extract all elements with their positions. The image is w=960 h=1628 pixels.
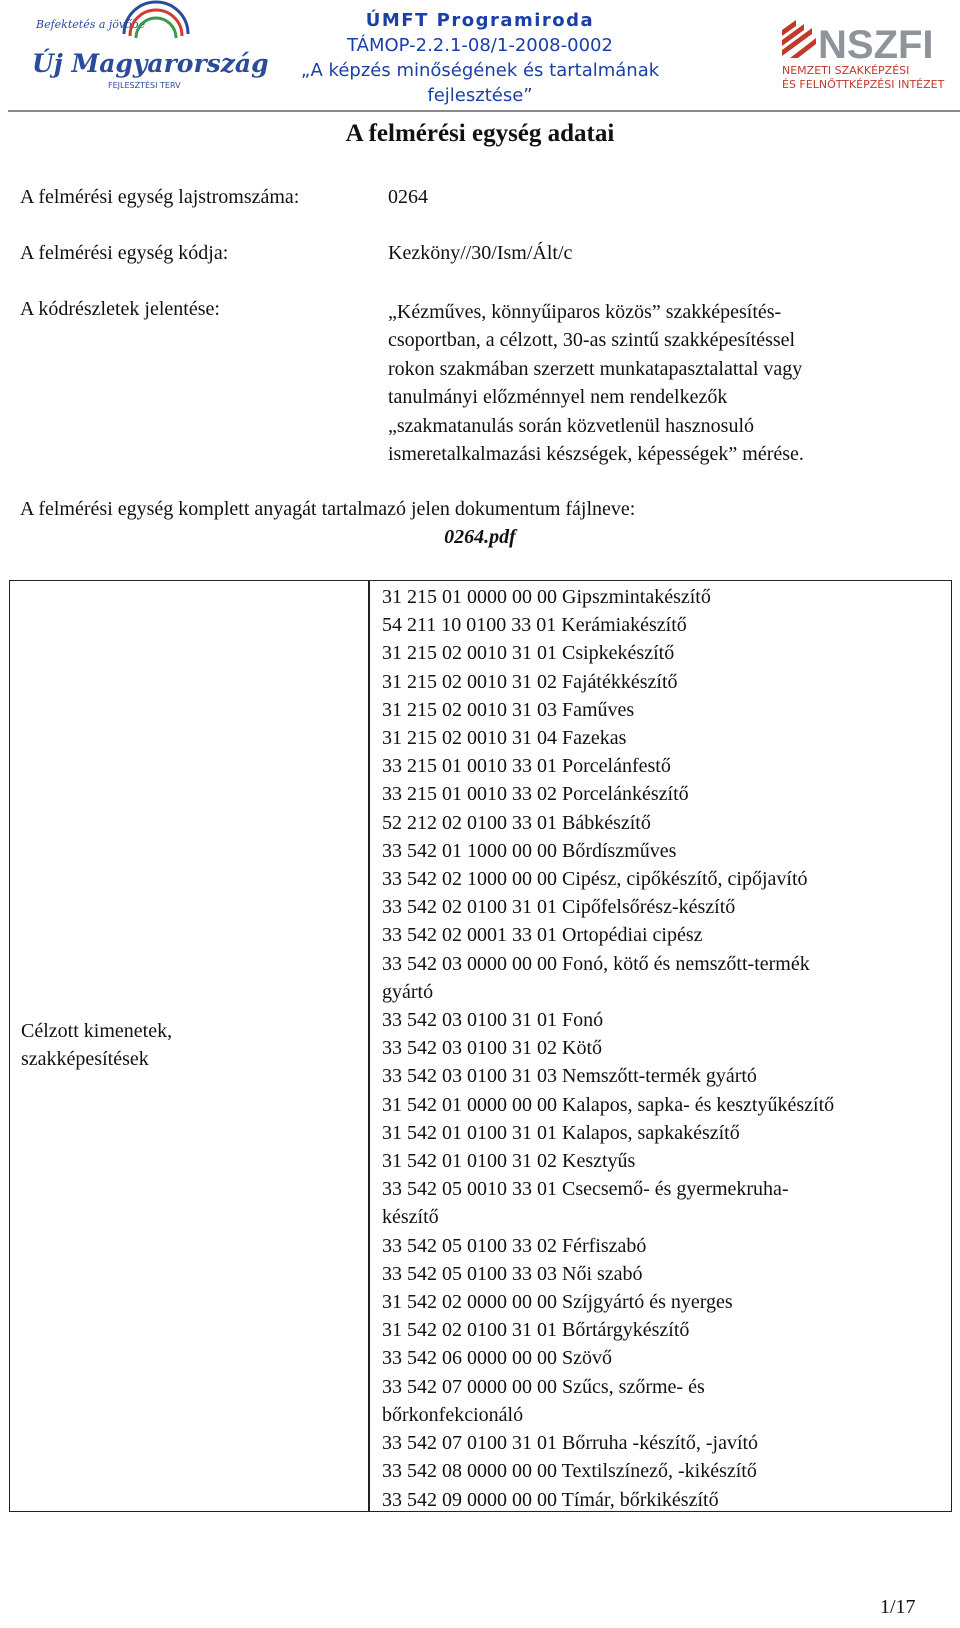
- target-outcomes-label: [21, 1017, 351, 1074]
- document-filename: 0264.pdf: [444, 526, 516, 548]
- project-title-line-2: fejlesztése”: [427, 85, 533, 106]
- logo-tagline: Befektetés a jövőbe: [36, 18, 146, 31]
- qualification-line: 31 215 01 0000 00 00 Gipszmintakészítő: [382, 586, 711, 608]
- qualification-line: 33 542 09 0000 00 00 Tímár, bőrkikészítő: [382, 1488, 719, 1511]
- page-header: [0, 0, 960, 112]
- qualification-line: bőrkonfekcionáló: [382, 1403, 524, 1426]
- qualification-line: 33 542 07 0100 31 01 Bőrruha -készítő, -javító: [382, 1432, 759, 1455]
- code-meaning-line: csoportban, a célzott, 30-as szintű szakképesítéssel: [388, 329, 796, 352]
- filename-sentence: A felmérési egység komplett anyagát tartalmazó jelen dokumentum fájlneve:: [20, 498, 636, 520]
- qualification-line: 31 542 01 0100 31 02 Kesztyűs: [382, 1150, 636, 1173]
- qualification-line: 33 542 02 1000 00 00 Cipész, cipőkészítő, cipőjavító: [382, 868, 808, 891]
- qualification-line: 31 542 01 0100 31 01 Kalapos, sapkakészítő: [382, 1121, 740, 1144]
- qualification-line: 33 542 06 0000 00 00 Szövő: [382, 1347, 612, 1370]
- qualification-line: gyártó: [382, 980, 434, 1003]
- logo-subtitle: FEJLESZTÉSI TERV: [108, 81, 181, 90]
- nszfi-line-1: NEMZETI SZAKKÉPZÉSI: [782, 64, 910, 77]
- qualification-line: 33 542 03 0100 31 02 Kötő: [382, 1037, 602, 1060]
- qualification-line: 33 542 02 0100 31 01 Cipőfelsőrész-készítő: [382, 896, 736, 919]
- qualification-line: 31 542 02 0000 00 00 Szíjgyártó és nyerges: [382, 1291, 733, 1314]
- code-meaning-line: ismeretalkalmazási készségek, képességek” mérése.: [388, 443, 804, 466]
- qualification-line: 33 542 07 0000 00 00 Szűcs, szőrme- és: [382, 1375, 705, 1398]
- program-office-block: [260, 8, 700, 108]
- code-meaning-text: [388, 298, 918, 468]
- nszfi-line-2: ÉS FELNŐTTKÉPZÉSI INTÉZET: [782, 78, 945, 91]
- code-meaning-line: „Kézműves, könnyűiparos közös” szakképesítés-: [388, 301, 782, 323]
- code-meaning-line: rokon szakmában szerzett munkatapasztalattal vagy: [388, 357, 803, 380]
- unit-code-label: A felmérési egység kódja:: [20, 242, 229, 264]
- uj-magyarorszag-logo: [28, 14, 269, 98]
- code-meaning-line: „szakmatanulás során közvetlenül hasznosuló: [388, 414, 754, 437]
- qualification-line: 31 215 02 0010 31 02 Fajátékkészítő: [382, 670, 678, 693]
- qualification-line: 33 542 05 0100 33 03 Női szabó: [382, 1262, 643, 1285]
- project-title-line-1: „A képzés minőségének és tartalmának: [300, 60, 660, 81]
- qualification-line: 33 215 01 0010 33 02 Porcelánkészítő: [382, 783, 689, 806]
- page-title: A felmérési egység adatai: [345, 120, 615, 147]
- header-divider: [8, 110, 960, 112]
- project-code: TÁMOP-2.2.1-08/1-2008-0002: [347, 35, 613, 56]
- table-column-divider: [368, 581, 370, 1511]
- logo-name: Új Magyarország: [32, 49, 269, 78]
- qualification-line: 33 542 05 0010 33 01 Csecsemő- és gyermekruha-: [382, 1178, 789, 1201]
- code-meaning-line: tanulmányi előzménnyel nem rendelkezők: [388, 386, 728, 409]
- qualification-line: 33 542 03 0100 31 03 Nemszőtt-termék gyártó: [382, 1065, 757, 1088]
- code-meaning-label: A kódrészletek jelentése:: [20, 298, 220, 320]
- target-outcomes-label-line: Célzott kimenetek,: [21, 1020, 173, 1042]
- qualification-line: 31 542 02 0100 31 01 Bőrtárgykészítő: [382, 1319, 690, 1342]
- qualification-line: 33 215 01 0010 33 01 Porcelánfestő: [382, 755, 671, 778]
- target-outcomes-label-line: szakképesítések: [21, 1048, 149, 1071]
- qualification-list: [382, 583, 947, 1514]
- registry-number-value: 0264: [388, 186, 428, 208]
- qualification-line: 33 542 08 0000 00 00 Textilszínező, -kikészítő: [382, 1460, 757, 1483]
- qualification-line: 33 542 03 0100 31 01 Fonó: [382, 1009, 604, 1032]
- qualification-line: 33 542 03 0000 00 00 Fonó, kötő és nemszőtt-termék: [382, 952, 810, 975]
- page-number: 1/17: [880, 1596, 916, 1618]
- unit-code-value: Kezköny//30/Ism/Ált/c: [388, 242, 573, 264]
- program-office-name: ÚMFT Programiroda: [365, 10, 595, 31]
- nszfi-logo: [780, 18, 950, 92]
- nszfi-acronym: NSZFI: [818, 23, 934, 67]
- registry-number-label: A felmérési egység lajstromszáma:: [20, 186, 300, 208]
- qualification-line: 52 212 02 0100 33 01 Bábkészítő: [382, 811, 651, 834]
- qualification-line: 33 542 01 1000 00 00 Bőrdíszműves: [382, 839, 677, 862]
- qualification-line: 54 211 10 0100 33 01 Kerámiakészítő: [382, 614, 687, 637]
- qualification-line: készítő: [382, 1206, 439, 1229]
- qualification-line: 31 215 02 0010 31 04 Fazekas: [382, 727, 627, 750]
- qualification-line: 31 542 01 0000 00 00 Kalapos, sapka- és kesztyűkészítő: [382, 1093, 835, 1116]
- qualification-line: 33 542 05 0100 33 02 Férfiszabó: [382, 1234, 647, 1257]
- nszfi-emblem-icon: [782, 20, 816, 60]
- qualification-line: 31 215 02 0010 31 03 Faműves: [382, 698, 635, 721]
- target-outcomes-table: [9, 580, 952, 1512]
- qualification-line: 31 215 02 0010 31 01 Csipkekészítő: [382, 642, 675, 665]
- qualification-line: 33 542 02 0001 33 01 Ortopédiai cipész: [382, 924, 703, 947]
